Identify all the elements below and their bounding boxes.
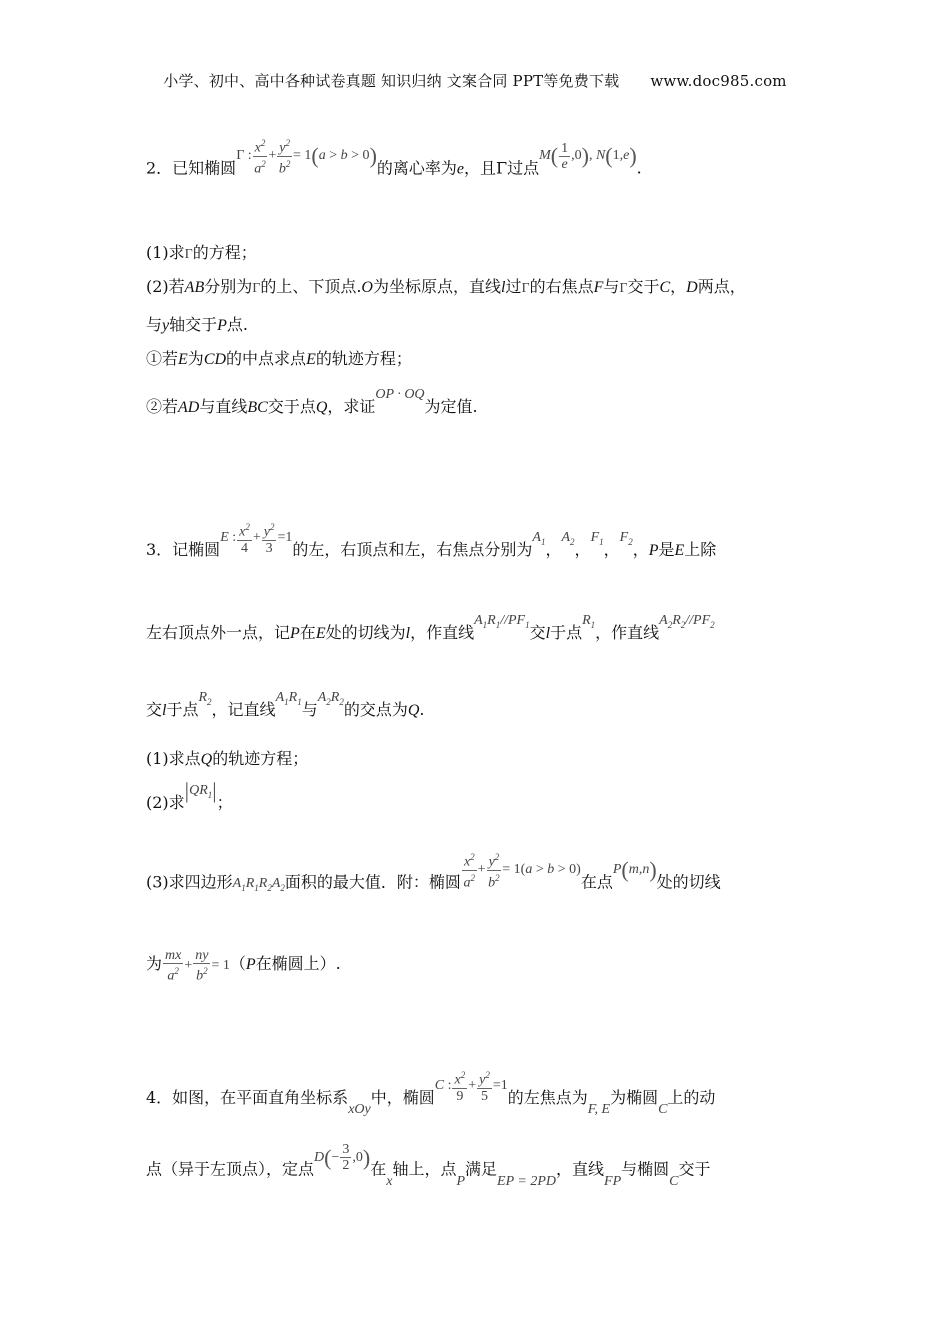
q3-part2: (2)求$|QR_1|$； [146, 777, 233, 812]
qr1-abs-formula: $|QR_1|$ [184, 777, 217, 803]
page-header [0, 70, 950, 91]
q2-part1: (1)求Γ的方程； [146, 243, 257, 262]
ellipse-gamma-formula: Γ : $\frac{x^2}{a^2}$ + $\frac{y^2}{b^2}$ = 1(a > b > 0) [236, 138, 377, 177]
q2-part2: (2)若AB分别为Γ的上、下顶点.O为坐标原点，直线l过Γ的右焦点F与Γ交于C，D两点， [146, 277, 746, 296]
q3-part3: (3)求四边形$A_1R_1R_2A_2$面积的最大值．附：椭圆 $\frac{x^2}{a^2}$ + $\frac{y^2}{b^2}$ = 1(a > b > 0)在点P(m,n)处的切线 [146, 852, 721, 894]
header-title: 小学、初中、高中各种试卷真题 知识归纳 文案合同 PPT等免费下载 [163, 72, 620, 90]
header-site: www.doc985.com [650, 72, 787, 90]
point-d-formula: D(− $\frac{3}{2}$ ,0) [314, 1142, 371, 1173]
q2-part2-cont: 与y轴交于P点. [146, 315, 249, 334]
q2-sub2: ②若AD与直线BC交于点Q，求证OP · OQ为定值. [146, 387, 478, 416]
q4-line2: 点（异于左顶点），定点D(− $\frac{3}{2}$ ,0)在x轴上，点P满足EP = 2PD，直线FP与椭圆C交于 [146, 1142, 711, 1189]
q3-part1: (1)求点Q的轨迹方程； [146, 749, 309, 768]
q3-line3: 交l于点$R_2$，记直线$A_1R_1$与$A_2R_2$的交点为Q. [146, 690, 425, 719]
q2-sub1: ①若E为CD的中点求点E的轨迹方程； [146, 349, 412, 368]
q3-line5: 为 $\frac{mx}{a^2}$ + $\frac{ny}{b^2}$ = 1（P在椭圆上）. [146, 948, 341, 984]
q3-intro: 3．记椭圆E : $\frac{x^2}{4}$ + $\frac{y^2}{3}$ =1的左，右顶点和左，右焦点分别为$A_1$，$A_2$，$F_1$，$F_2$，P是E上除 [146, 522, 717, 560]
q4-line1: 4．如图，在平面直角坐标系xOy中，椭圆C : $\frac{x^2}{9}$ + $\frac{y^2}{5}$ =1的左焦点为F, E为椭圆C上的动 [146, 1070, 716, 1118]
points-m-n-formula: M( $\frac{1}{e}$ ,0), N(1,e) [539, 140, 637, 172]
q3-line2: 左右顶点外一点，记P在E处的切线为l，作直线$A_1R_1//PF_1$交l于点$R_1$，作直线$A_2R_2//PF_2$ [146, 613, 715, 642]
ellipse-e-formula: E : $\frac{x^2}{4}$ + $\frac{y^2}{3}$ =1 [220, 522, 293, 556]
op-oq-formula: OP · OQ [375, 387, 425, 402]
ellipse-general-formula: $\frac{x^2}{a^2}$ + $\frac{y^2}{b^2}$ = 1(a > b > 0) [463, 852, 581, 891]
ellipse-c-formula: C : $\frac{x^2}{9}$ + $\frac{y^2}{5}$ =1 [434, 1070, 508, 1104]
tangent-formula: $\frac{mx}{a^2}$ + $\frac{ny}{b^2}$ = 1 [165, 948, 230, 984]
q2-intro: 2．已知椭圆Γ : $\frac{x^2}{a^2}$ + $\frac{y^2}{b^2}$ = 1(a > b > 0)的离心率为e，且Γ过点M( $\frac{1}{e}$ ,0), N(1,e). [146, 138, 642, 178]
